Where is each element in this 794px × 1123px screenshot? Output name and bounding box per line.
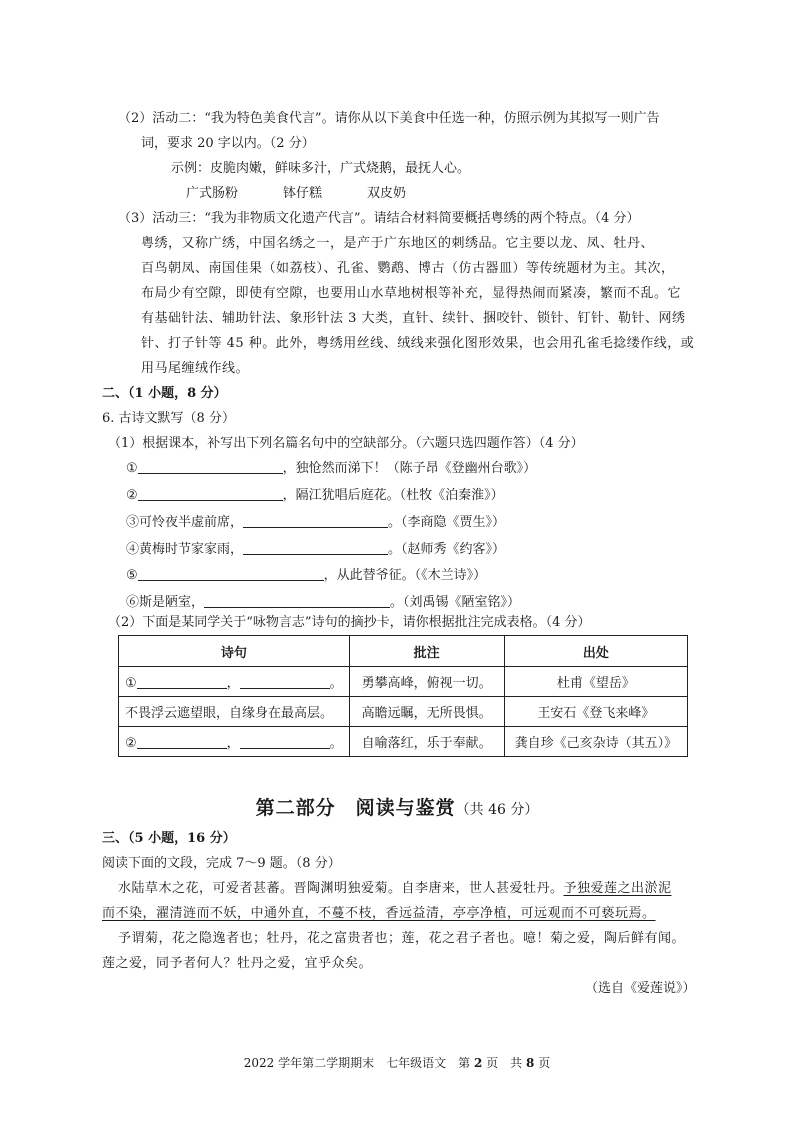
q6-title: 6. 古诗文默写（8 分） [102, 411, 235, 426]
poem-line-cell [119, 667, 350, 697]
answer-blank[interactable] [138, 487, 283, 501]
footer-mid: 页 共 [486, 1056, 523, 1070]
activity2-line1: （2）活动二：“我为特色美食代言”。请你从以下美食中任选一种，仿照示例为其拟写一则广告 [118, 111, 660, 126]
comma: ， [226, 676, 240, 691]
passage-line-2 [102, 905, 656, 923]
note-cell: 自喻落红，乐于奉献。 [349, 727, 504, 757]
part2-score: （共 46 分） [455, 802, 539, 818]
poem-line-cell: 不畏浮云遮望眼，自缘身在最高层。 [119, 697, 350, 727]
item-after: ，隔江犹唱后庭花。（杜牧《泊秦淮》） [282, 488, 504, 503]
answer-blank[interactable] [240, 735, 330, 749]
recite-item-3 [126, 514, 505, 532]
material-line-5: 针、打子针等 45 种。此外，粤绣用丝线、绒线来强化图形效果，也会用孔雀毛捻缕作线，或 [141, 336, 695, 351]
answer-blank[interactable] [240, 675, 330, 689]
recite-item-1 [126, 460, 536, 478]
answer-blank[interactable] [137, 675, 227, 689]
recite-item-5 [126, 567, 486, 585]
source-cell: 王安石《登飞来峰》 [504, 697, 687, 727]
material-line-6: 用马尾缠绒作线。 [141, 361, 250, 376]
food-option-2: 钵仔糕 [283, 186, 323, 201]
header-source: 出处 [504, 636, 687, 667]
table-row [119, 697, 688, 727]
activity2-line2: 词，要求 20 字以内。（2 分） [141, 136, 315, 151]
q6-sub1-prompt: （1）根据课本，补写出下列名篇名句中的空缺部分。（六题只选四题作答）（4 分） [108, 436, 584, 451]
note-cell: 勇攀高峰，俯视一切。 [349, 667, 504, 697]
total-pages: 8 [526, 1056, 535, 1070]
header-poem-line: 诗句 [119, 636, 350, 667]
reading-instruction: 阅读下面的文段，完成 7～9 题。（8 分） [102, 856, 341, 871]
item-before: 斯是陋室， [139, 595, 205, 610]
passage-line-1 [118, 880, 672, 898]
item-after: 。（赵师秀《约客》） [388, 542, 506, 557]
passage-line-3: 予谓菊，花之隐逸者也；牡丹，花之富贵者也；莲，花之君子者也。噫！菊之爱，陶后鲜有闻。 [118, 931, 686, 946]
passage-line-4: 莲之爱，同予者何人？牡丹之爱，宜乎众矣。 [102, 956, 373, 971]
q6-sub2-prompt: （2）下面是某同学关于“咏物言志”诗句的摘抄卡，请你根据批注完成表格。（4 分） [108, 615, 591, 630]
period: 。 [329, 676, 343, 691]
row-number: ② [125, 736, 137, 751]
item-number: ③ [126, 515, 140, 530]
answer-blank[interactable] [204, 594, 390, 608]
passage-source: （选自《爱莲说》） [585, 981, 696, 996]
table-header-row [119, 636, 688, 667]
item-before: 黄梅时节家家雨， [139, 542, 244, 557]
page-number: 2 [473, 1056, 483, 1070]
material-line-4: 有基础针法、辅助针法、象形针法 3 大类，直针、续针、捆咬针、锁针、钉针、勒针、网绣 [141, 311, 686, 326]
answer-blank[interactable] [137, 735, 227, 749]
period: 。 [329, 736, 343, 751]
item-after: ，从此替爷征。（《木兰诗》） [323, 568, 487, 583]
food-option-1: 广式肠粉 [186, 186, 239, 201]
answer-blank[interactable] [138, 567, 324, 581]
quote-card-table [118, 635, 688, 757]
answer-blank[interactable] [243, 514, 388, 528]
source-cell: 杜甫《望岳》 [504, 667, 687, 697]
material-line-1: 粤绣，又称广绣，中国名绣之一，是产于广东地区的刺绣品。它主要以龙、凤、牡丹、 [141, 236, 655, 251]
section3-heading: 三、（5 小题，16 分） [102, 831, 236, 846]
table-row [119, 667, 688, 697]
item-before: 可怜夜半虚前席， [139, 515, 244, 530]
answer-blank[interactable] [138, 460, 283, 474]
underlined-sentence: 予独爱莲之出淤泥 [563, 881, 672, 896]
poem-line-cell [119, 727, 350, 757]
part2-title [0, 793, 794, 820]
item-number: ⑥ [126, 595, 140, 610]
activity3-prompt: （3）活动三：“我为非物质文化遗产代言”。请结合材料简要概括粤绣的两个特点。（4 分） [118, 211, 640, 226]
header-note: 批注 [349, 636, 504, 667]
item-number: ⑤ [126, 568, 138, 583]
note-cell: 高瞻远瞩，无所畏惧。 [349, 697, 504, 727]
part2-title-text: 第二部分 阅读与鉴赏 [255, 797, 456, 819]
source-cell: 龚自珍《己亥杂诗（其五）》 [504, 727, 687, 757]
item-after: ，独怆然而涕下！（陈子昂《登幽州台歌》） [282, 461, 537, 476]
item-number: ④ [126, 542, 140, 557]
ad-example: 示例：皮脆肉嫩，鲜味多汁，广式烧鹅，最抚人心。 [171, 161, 471, 176]
material-line-2: 百鸟朝凤、南国佳果（如荔枝）、孔雀、鹦鹉、博古（仿古器皿）等传统题材为主。其次， [141, 261, 675, 276]
item-number: ② [126, 488, 138, 503]
table-row [119, 727, 688, 757]
recite-item-2 [126, 487, 504, 505]
row-number: ① [125, 676, 137, 691]
page-footer [0, 1054, 794, 1071]
item-after: 。（刘禹锡《陋室铭》） [390, 595, 521, 610]
footer-text: 2022 学年第二学期期末 七年级语文 第 [243, 1056, 471, 1070]
item-number: ① [126, 461, 138, 476]
recite-item-4 [126, 541, 505, 559]
item-after: 。（李商隐《贾生》） [388, 515, 506, 530]
food-option-3: 双皮奶 [367, 186, 407, 201]
recite-item-6 [126, 594, 520, 612]
footer-end: 页 [538, 1056, 551, 1070]
passage-text: 水陆草木之花，可爱者甚蕃。晋陶渊明独爱菊。自李唐来，世人甚爱牡丹。 [118, 881, 564, 896]
comma: ， [226, 736, 240, 751]
answer-blank[interactable] [243, 541, 388, 555]
section2-heading: 二、（1 小题，8 分） [102, 386, 227, 401]
underlined-sentence: 而不染，濯清涟而不妖，中通外直，不蔓不枝，香远益清，亭亭净植，可远观而不可亵玩焉。 [102, 906, 656, 921]
material-line-3: 布局少有空隙，即使有空隙，也要用山水草地树根等补充，显得热闹而紧凑，繁而不乱。它 [141, 286, 682, 301]
